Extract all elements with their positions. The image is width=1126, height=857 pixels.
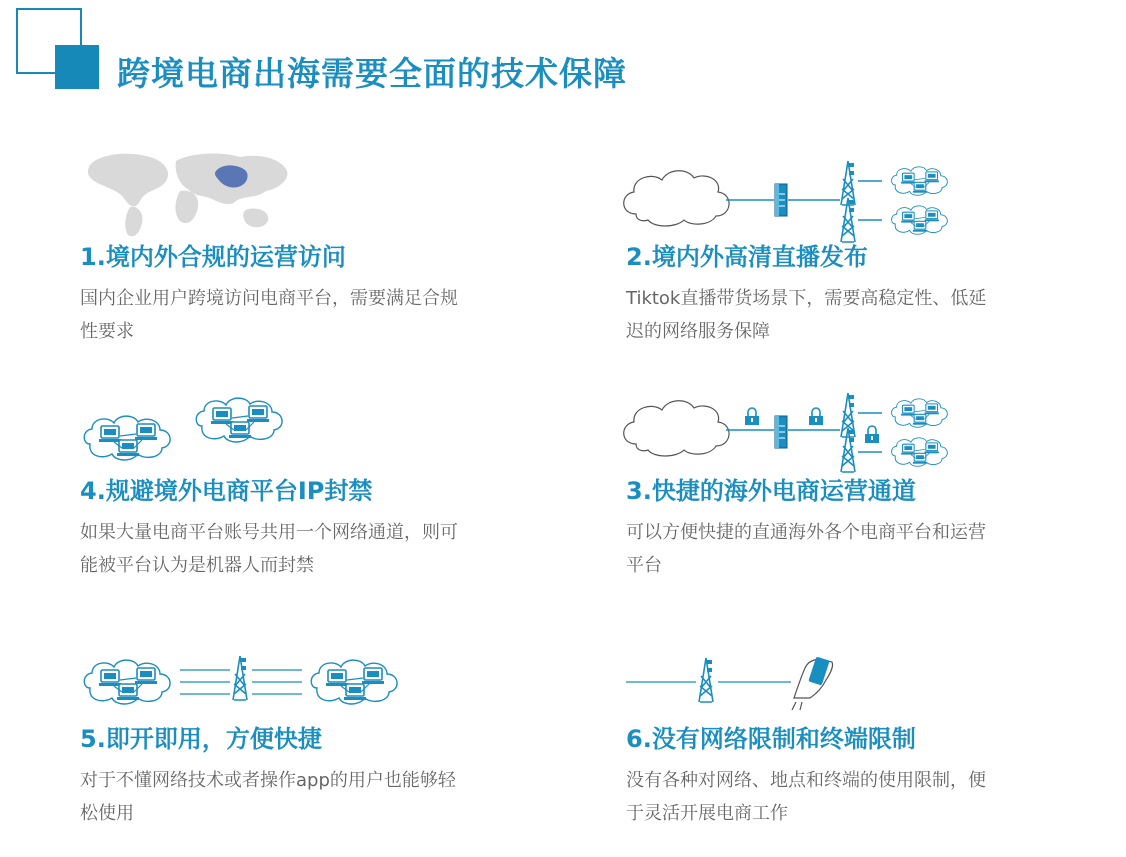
network-diagram-6: [626, 640, 886, 720]
computer-cluster-icon: [892, 167, 948, 196]
firewall-icon: [775, 184, 787, 216]
feature-desc-3-line1: 可以方便快捷的直通海外各个电商平台和运营: [626, 522, 986, 543]
radio-tower-icon: [233, 656, 247, 700]
feature-desc-4: [80, 516, 550, 582]
computer-cluster-icon: [196, 398, 282, 442]
network-cloud-icon: [624, 401, 729, 456]
network-cloud-icon: [624, 171, 729, 226]
computer-cluster-icon: [84, 660, 170, 704]
network-diagram-3: [626, 390, 956, 470]
feature-desc-1: [80, 282, 550, 348]
feature-desc-4-line2: 能被平台认为是机器人而封禁: [80, 555, 314, 576]
firewall-icon: [775, 416, 787, 448]
feature-desc-6: [626, 764, 1096, 830]
feature-desc-5-line1: 对于不懂网络技术或者操作app的用户也能够轻: [80, 770, 456, 791]
feature-desc-4-line1: 如果大量电商平台账号共用一个网络通道，则可: [80, 522, 458, 543]
world-map-icon: [80, 145, 300, 240]
feature-card-3: [626, 390, 1096, 582]
feature-card-4: [80, 390, 550, 582]
computer-cluster-icon: [892, 206, 948, 235]
network-diagram-4: [80, 390, 310, 470]
feature-desc-1-line2: 性要求: [80, 321, 134, 342]
page-title: 跨境电商出海需要全面的技术保障: [117, 54, 627, 93]
computer-cluster-icon: [892, 399, 948, 428]
feature-title-3: 3.快捷的海外电商运营通道: [626, 477, 916, 505]
feature-title-6: 6.没有网络限制和终端限制: [626, 725, 916, 753]
feature-card-6: [626, 640, 1096, 830]
computer-cluster-icon: [892, 438, 948, 467]
feature-title-5: 5.即开即用，方便快捷: [80, 725, 322, 753]
radio-tower-icon: [841, 428, 855, 472]
feature-title-4: 4.规避境外电商平台IP封禁: [80, 477, 373, 505]
radio-tower-icon: [699, 658, 713, 702]
computer-cluster-icon: [311, 660, 397, 704]
feature-desc-6-line1: 没有各种对网络、地点和终端的使用限制，便: [626, 770, 986, 791]
network-diagram-5: [80, 640, 420, 720]
feature-desc-3-line2: 平台: [626, 555, 662, 576]
lock-icon: [809, 408, 823, 425]
feature-desc-5: [80, 764, 550, 830]
feature-desc-3: [626, 516, 1096, 582]
lock-icon: [745, 408, 759, 425]
lock-icon: [865, 426, 879, 443]
feature-desc-2-line2: 迟的网络服务保障: [626, 321, 770, 342]
feature-card-2: [626, 145, 1096, 348]
feature-title-1: 1.境内外合规的运营访问: [80, 243, 346, 271]
feature-desc-2: [626, 282, 1096, 348]
header-square-decoration: [55, 45, 99, 89]
feature-card-1: [80, 145, 550, 348]
computer-cluster-icon: [84, 416, 170, 460]
network-diagram-2: [626, 145, 956, 240]
feature-desc-5-line2: 松使用: [80, 803, 134, 824]
feature-title-2: 2.境内外高清直播发布: [626, 243, 868, 271]
feature-card-5: [80, 640, 550, 830]
hand-device-icon: [792, 656, 833, 710]
feature-desc-2-line1: Tiktok直播带货场景下，需要高稳定性、低延: [626, 288, 987, 309]
feature-desc-1-line1: 国内企业用户跨境访问电商平台，需要满足合规: [80, 288, 458, 309]
feature-desc-6-line2: 于灵活开展电商工作: [626, 803, 788, 824]
